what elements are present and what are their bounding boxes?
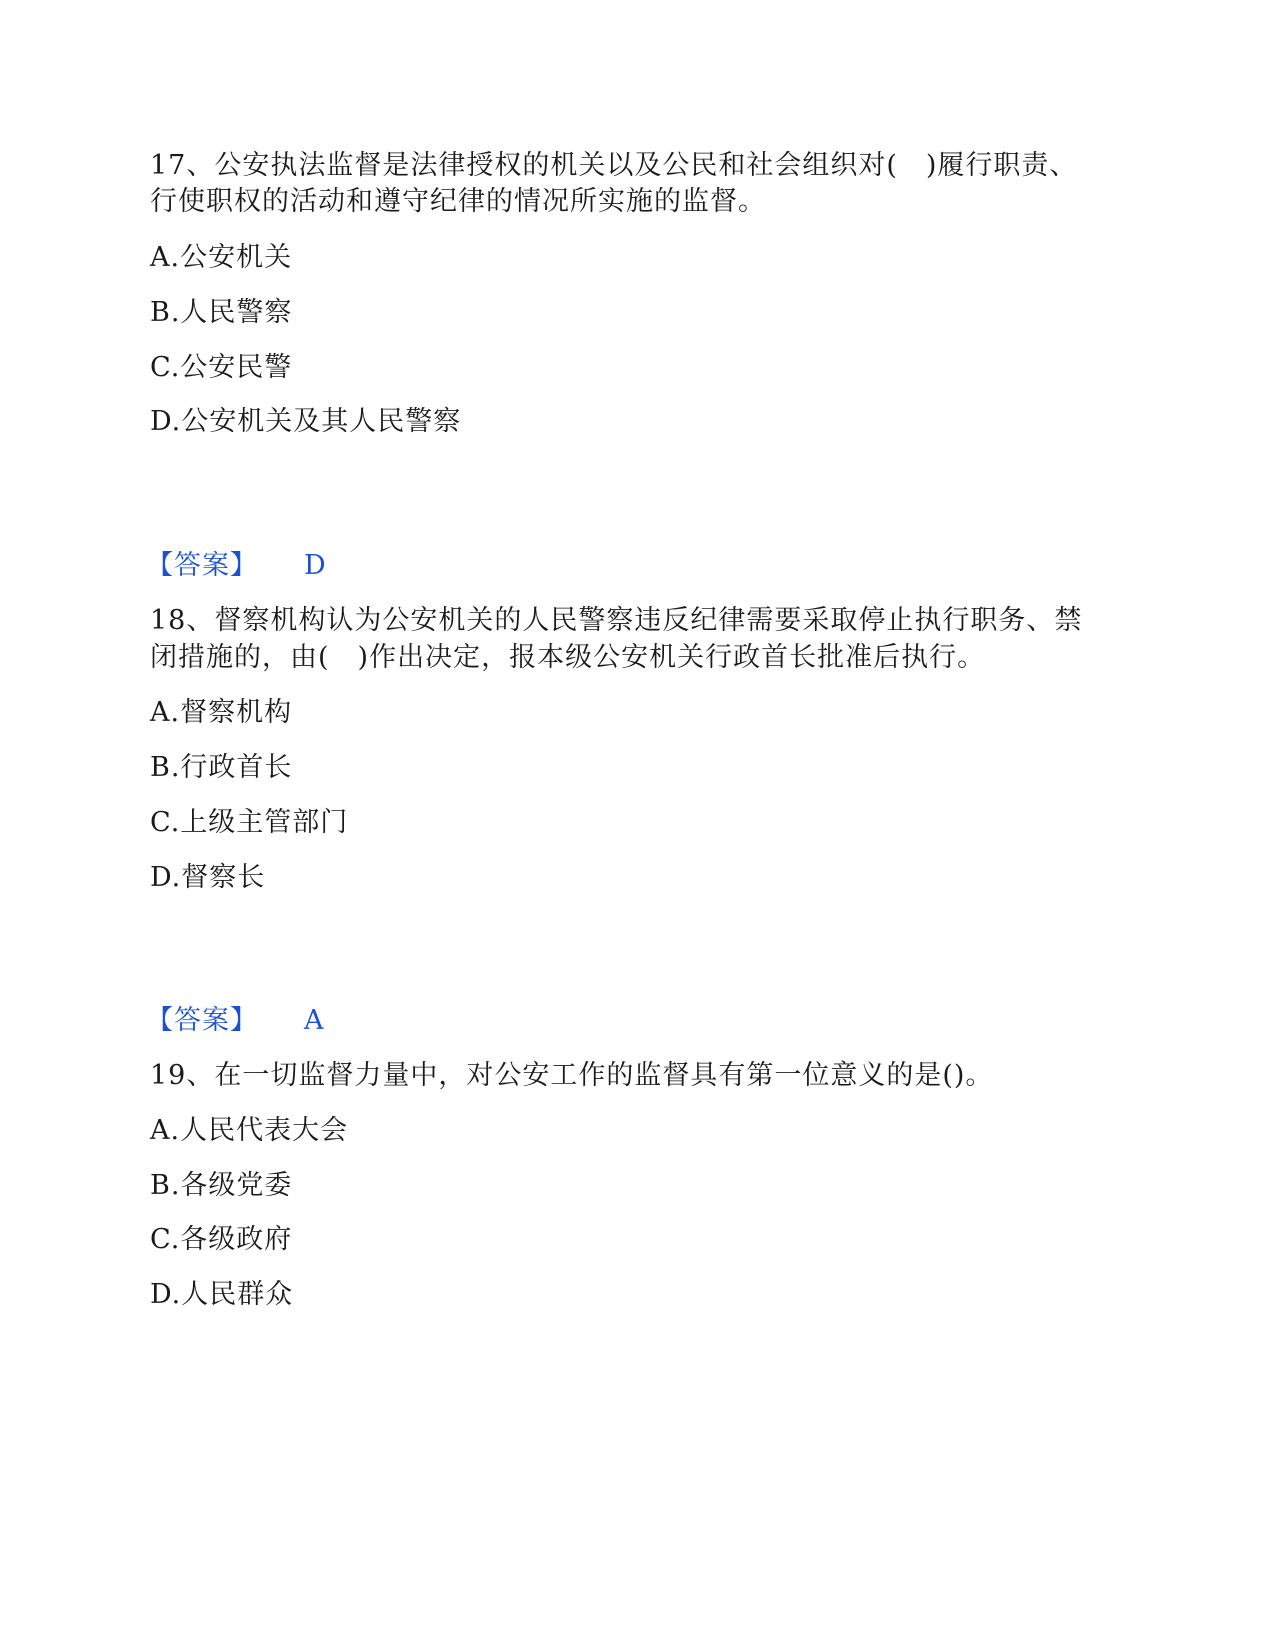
q17-option-a: A.公安机关 [150,242,293,273]
q17-stem-line2: 行使职权的活动和遵守纪律的情况所实施的监督。 [150,186,766,217]
q17-option-d: D.公安机关及其人民警察 [150,406,462,437]
q17-stem-line1: 17、公安执法监督是法律授权的机关以及公民和社会组织对( )履行职责、 [150,150,1078,181]
q19-option-c: C.各级政府 [150,1224,293,1255]
q18-option-d: D.督察长 [150,862,266,893]
q18-stem-line1: 18、督察机构认为公安机关的人民警察违反纪律需要采取停止执行职务、禁 [150,605,1083,636]
q17-option-c: C.公安民警 [150,352,293,383]
q18-stem-line2: 闭措施的，由( )作出决定，报本级公安机关行政首长批准后执行。 [150,642,986,673]
q19-option-b: B.各级党委 [150,1170,293,1201]
q17-option-b: B.人民警察 [150,297,293,328]
q19-option-a: A.人民代表大会 [150,1115,349,1146]
q18-option-a: A.督察机构 [150,697,293,728]
q19-stem-line1: 19、在一切监督力量中，对公安工作的监督具有第一位意义的是()。 [150,1060,994,1091]
answer-value: D [304,550,327,581]
q19-option-d: D.人民群众 [150,1279,294,1310]
answer-label: 【答案】 [146,1005,258,1036]
q17-answer [146,548,327,584]
answer-label: 【答案】 [146,550,258,581]
q18-option-c: C.上级主管部门 [150,807,349,838]
q18-answer [146,1003,325,1039]
answer-value: A [304,1005,325,1036]
q18-option-b: B.行政首长 [150,752,293,783]
